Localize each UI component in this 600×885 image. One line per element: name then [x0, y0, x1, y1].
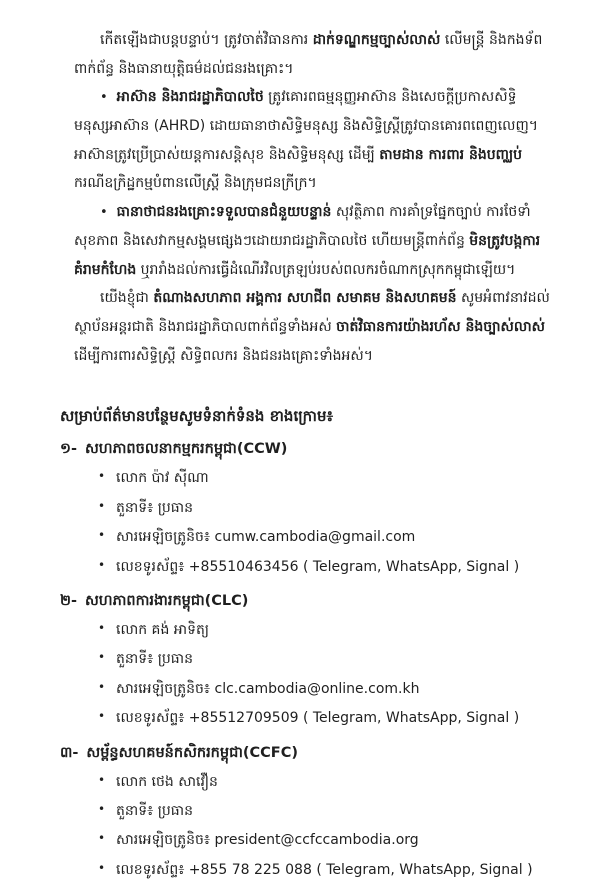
contact-phone: • លេខទូរស័ព្ទ៖ +85512709509 ( Telegram, WhatsApp, Signal ) [60, 704, 550, 733]
contact-phone: • លេខទូរស័ព្ទ៖ +85510463456 ( Telegram, WhatsApp, Signal ) [60, 553, 550, 582]
contact-org-number: ៣- [60, 744, 79, 761]
contact-person-role: • តួនាទី៖ ប្រធាន [60, 797, 550, 826]
text-run: ដើម្បីការពារសិទ្ធិស្ត្រី សិទ្ធិពលករ និងជនរងគ្រោះទាំងអស់។ [74, 347, 373, 364]
text-run: កើតឡើងជាបន្តបន្ទាប់។ ត្រូវចាត់វិធានការ [100, 32, 313, 48]
contact-details-list [60, 464, 550, 582]
text-run: លើមន្ត្រី និងកងទ័ពពាក់ព័ន្ធ និងធានាយុត្តិធម៌ដល់ជនរងគ្រោះ។ [74, 32, 543, 77]
contact-email: • សារអេឡិចត្រូនិច៖ cumw.cambodia@gmail.com [60, 523, 550, 552]
text-run: ឬរារាំងដល់ការធ្វើដំណើរវិលត្រឡប់របស់ពលករចំណាកស្រុកកម្ពុជាឡើយ។ [136, 261, 516, 278]
contact-org-name: សម្ព័ន្ធសហគមន៍កសិករកម្ពុជា(CCFC) [86, 744, 298, 761]
contact-org-heading [60, 740, 550, 766]
bold-text-run: តាមដាន ការពារ និងបញ្ឈប់ [379, 146, 523, 163]
contact-details-list [60, 616, 550, 734]
contact-org-heading [60, 436, 550, 462]
bold-text-run: ចាត់វិធានការយ៉ាងរហ័ស និងច្បាស់លាស់ [336, 318, 545, 335]
contact-person-name: • លោក ថេង សាវឿន [60, 768, 550, 797]
contact-email: • សារអេឡិចត្រូនិច៖ clc.cambodia@online.com.kh [60, 675, 550, 704]
contact-person-role: • តួនាទី៖ ប្រធាន [60, 494, 550, 523]
text-run: យើងខ្ញុំជា [100, 290, 154, 307]
demands-list [60, 83, 550, 284]
contact-section-ccw [60, 436, 550, 582]
text-run: សុវត្ថិភាព ការគាំទ្រផ្នែកច្បាប់ ការថែទាំសុខភាព និងសេវាកម្មសង្គមផ្សេងៗដោយរាជរដ្ឋាភិបាលថៃ ហើយមន្ត្រីពាក់ព័ន្ធ [74, 204, 531, 249]
demand-item-asean [74, 83, 550, 198]
contact-person-name: • លោក ប៉ាវ ស៊ីណា [60, 464, 550, 493]
text-run: ករណីឧក្រិដ្ឋកម្មបំពានលើស្ត្រី និងក្រុមជនក្រីក្រ។ [74, 175, 317, 192]
contact-phone: • លេខទូរស័ព្ទ៖ +855 78 225 088 ( Telegram, WhatsApp, Signal ) [60, 856, 550, 885]
contact-org-heading [60, 588, 550, 614]
bold-text-run: អាស៊ាន និងរាជរដ្ឋាភិបាលថៃ [116, 89, 264, 106]
contact-org-name: សហភាពការងារកម្ពុជា(CLC) [85, 592, 249, 609]
bold-text-run: តំណាងសហភាព អង្គការ សហជីព សមាគម និងសហគមន៍ [153, 290, 457, 307]
contact-email: • សារអេឡិចត្រូនិច៖ president@ccfccambodia.org [60, 826, 550, 855]
bold-text-run: មិនត្រូវបង្កការគំរាមកំហែង [74, 232, 541, 278]
text-run: សូមអំពាវនាវដល់ស្ថាប័នអន្តរជាតិ និងរាជរដ្ឋាភិបាលពាក់ព័ន្ធទាំងអស់ [74, 290, 550, 335]
bold-text-run: ដាក់ទណ្ឌកម្មច្បាស់លាស់ [312, 32, 441, 48]
contact-section-clc [60, 588, 550, 734]
intro-paragraph [74, 26, 550, 83]
contact-org-number: ១- [60, 441, 77, 458]
contact-details-list [60, 768, 550, 885]
closing-appeal-paragraph [74, 284, 550, 370]
contact-person-role: • តួនាទី៖ ប្រធាន [60, 645, 550, 674]
text-run: ត្រូវគោរពធម្មនុញ្ញអាស៊ាន និងសេចក្តីប្រកាសសិទ្ធិមនុស្សអាស៊ាន (AHRD) ដោយធានាថាសិទ្ធិមនុស្ស និងសិទ្ធិស្ត្រីត្រូវបានគោរពពេញលេញ។ អាស៊ានត្រូវប្រើប្រាស់យន្តការសន្តិសុខ និងសិទ្ធិមនុស្ស ដើម្បី [74, 89, 539, 163]
contact-section-ccfc [60, 740, 550, 885]
contacts-heading: សម្រាប់ព័ត៌មានបន្ថែមសូមទំនាក់ទំនង ខាងក្រោម៖ [60, 407, 334, 426]
demand-item-victim-support [74, 198, 550, 284]
contact-org-name: សហភាពចលនាកម្មករកម្ពុជា(CCW) [85, 441, 288, 458]
contact-person-name: • លោក គង់ អាទិត្យ [60, 616, 550, 645]
bold-text-run: ធានាថាជនរងគ្រោះទទួលបានជំនួយបន្ទាន់ [116, 204, 332, 221]
contact-org-number: ២- [60, 592, 77, 609]
